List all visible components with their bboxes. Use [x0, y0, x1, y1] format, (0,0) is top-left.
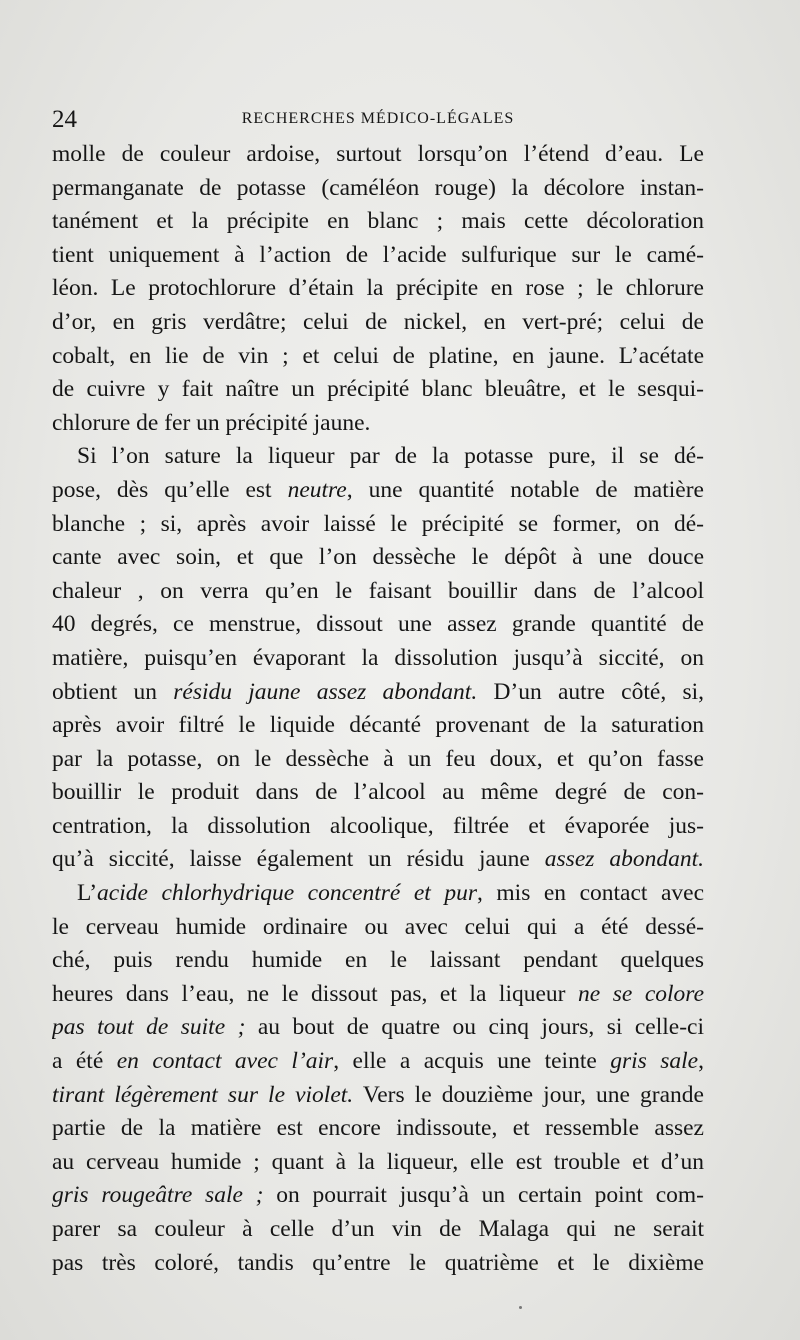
text-line — [52, 1112, 704, 1146]
page-header — [52, 106, 704, 136]
text-line — [52, 978, 704, 1012]
text-run: on pourrait jusqu’à un certain point com- — [263, 1182, 704, 1209]
paper-speck — [519, 1306, 522, 1309]
text-run: heures dans l’eau, ne le dissout pas, et la liqueur — [52, 980, 579, 1007]
text-run: de cuivre y fait naître un précipité blanc bleuâtre, et le sesqui- — [52, 376, 704, 403]
text-line — [52, 1179, 704, 1213]
text-line — [52, 205, 704, 239]
text-run: , elle a acquis une teinte — [333, 1048, 611, 1075]
text-run: , — [698, 1048, 704, 1075]
text-line — [52, 944, 704, 978]
text-run: le cerveau humide ordinaire ou avec celui qui a été dessé- — [52, 913, 704, 940]
text-run: pose, dès qu’elle est — [52, 476, 288, 503]
text-line — [52, 1045, 704, 1079]
italic-text: neutre — [287, 476, 347, 503]
text-line — [52, 272, 704, 306]
text-run: par la potasse, on le dessèche à un feu doux, et qu’on fasse — [52, 745, 704, 772]
text-line — [52, 373, 704, 407]
text-run: blanche ; si, après avoir laissé le précipité se former, on dé- — [52, 510, 704, 537]
text-line — [52, 743, 704, 777]
text-line — [52, 676, 704, 710]
text-run: bouillir le produit dans de l’alcool au même degré de con- — [52, 779, 704, 806]
text-run: 40 degrés, ce menstrue, dissout une assez grande quantité de — [52, 611, 704, 638]
text-line — [52, 239, 704, 273]
text-run: au cerveau humide ; quant à la liqueur, elle est trouble et d’un — [52, 1148, 704, 1175]
text-line — [52, 541, 704, 575]
text-run: parer sa couleur à celle d’un vin de Malaga qui ne serait — [52, 1216, 704, 1242]
page-number: 24 — [52, 106, 77, 133]
text-line — [52, 1146, 704, 1180]
text-run: pas très coloré, tandis qu’entre le quatrième et le dixième — [52, 1249, 704, 1276]
italic-text: résidu jaune assez abondant. — [173, 678, 478, 705]
text-run: , mis en contact avec — [477, 880, 704, 907]
text-run: chaleur , on verra qu’en le faisant bouillir dans de l’alcool — [52, 577, 704, 604]
italic-text: ne se colore — [578, 980, 704, 1007]
italic-text: tirant légèrement sur le violet. — [52, 1081, 354, 1108]
text-line — [52, 1247, 704, 1281]
text-run: léon. Le protochlorure d’étain la précipite en rose ; le chlorure — [52, 275, 704, 302]
text-line — [52, 608, 704, 642]
text-run: cobalt, en lie de vin ; et celui de platine, en jaune. L’acétate — [52, 342, 704, 369]
text-line — [52, 911, 704, 945]
text-line — [52, 1079, 704, 1113]
text-run: permanganate de potasse (caméléon rouge) la décolore instan- — [52, 174, 704, 201]
italic-text: assez abondant. — [544, 846, 704, 873]
text-run: partie de la matière est encore indissoute, et ressemble assez — [52, 1115, 704, 1142]
text-run: D’un autre côté, si, — [477, 678, 704, 705]
text-line — [52, 138, 704, 172]
text-run: obtient un — [52, 678, 174, 705]
text-line — [52, 340, 704, 374]
text-run: cante avec soin, et que l’on dessèche le dépôt à une douce — [52, 544, 704, 571]
italic-text: pas tout de suite ; — [52, 1014, 246, 1041]
text-run: molle de couleur ardoise, surtout lorsqu’on l’étend d’eau. Le — [52, 141, 704, 167]
italic-text: gris rougeâtre sale ; — [52, 1182, 264, 1209]
text-line — [52, 474, 704, 508]
text-run: au bout de quatre ou cinq jours, si celle-ci — [245, 1014, 704, 1041]
body-text — [52, 138, 704, 1280]
text-line — [52, 843, 704, 877]
italic-text: en contact avec l’air — [116, 1048, 334, 1075]
text-line — [52, 306, 704, 340]
text-run: après avoir filtré le liquide décanté provenant de la saturation — [52, 712, 704, 739]
text-run: L’ — [77, 880, 98, 907]
running-head: RECHERCHES MÉDICO-LÉGALES — [241, 110, 515, 127]
text-line — [52, 508, 704, 542]
italic-text: acide chlorhydrique concentré et pur — [97, 880, 477, 907]
text-run: d’or, en gris verdâtre; celui de nickel, en vert-pré; celui de — [52, 308, 704, 335]
text-run: a été — [52, 1048, 117, 1075]
text-run: tanément et la précipite en blanc ; mais cette décoloration — [52, 208, 704, 235]
text-run: matière, puisqu’en évaporant la dissolution jusqu’à siccité, on — [52, 644, 704, 671]
text-line — [52, 1213, 704, 1247]
text-line — [52, 172, 704, 206]
text-run: chlorure de fer un précipité jaune. — [52, 409, 371, 436]
italic-text: gris sale — [610, 1048, 699, 1075]
text-run: qu’à siccité, laisse également un résidu jaune — [52, 846, 545, 873]
text-run: centration, la dissolution alcoolique, filtrée et évaporée jus- — [52, 812, 704, 839]
text-run: Vers le douzième jour, une grande — [353, 1081, 704, 1108]
text-line — [52, 440, 704, 474]
text-line — [52, 810, 704, 844]
text-run: , une quantité notable de matière — [346, 476, 704, 503]
text-line — [52, 575, 704, 609]
text-run: ché, puis rendu humide en le laissant pendant quelques — [52, 947, 704, 974]
text-line — [52, 776, 704, 810]
text-line — [52, 407, 704, 441]
text-line — [52, 877, 704, 911]
text-line — [52, 709, 704, 743]
text-run: Si l’on sature la liqueur par de la potasse pure, il se dé- — [77, 443, 704, 470]
text-line — [52, 1011, 704, 1045]
text-run: tient uniquement à l’action de l’acide sulfurique sur le camé- — [52, 241, 704, 268]
text-line — [52, 642, 704, 676]
